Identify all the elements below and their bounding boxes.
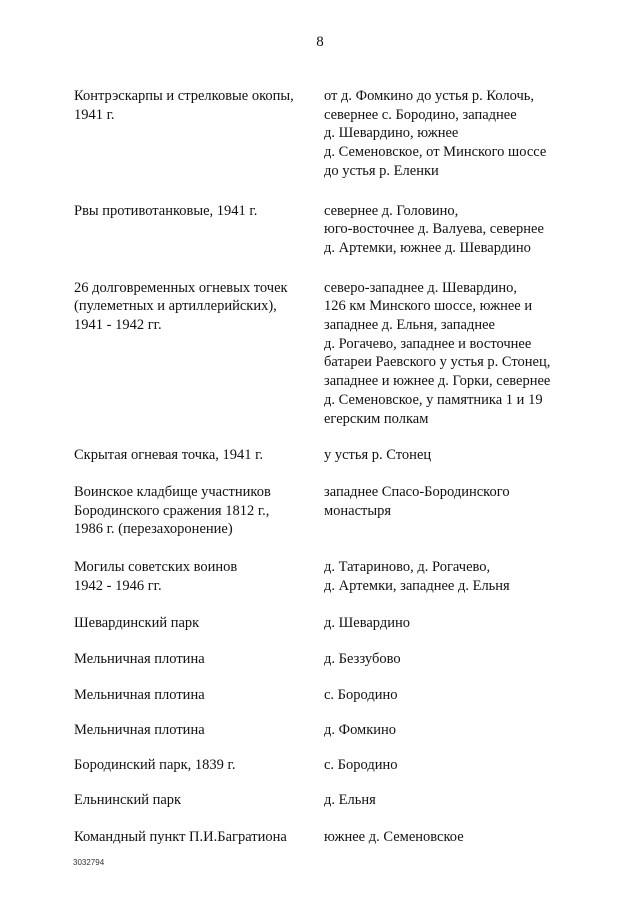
object-name-line: Мельничная плотина xyxy=(74,721,205,738)
object-name-line: Рвы противотанковые, 1941 г. xyxy=(74,202,258,219)
object-name-line: Воинское кладбище участников xyxy=(74,483,271,500)
table-row xyxy=(74,87,594,181)
table-row xyxy=(74,614,594,633)
object-name-line: 1986 г. (перезахоронение) xyxy=(74,521,233,538)
object-location-line: западнее Спасо-Бородинского xyxy=(324,483,510,500)
object-location xyxy=(324,650,594,669)
object-name-line: Контрэскарпы и стрелковые окопы, xyxy=(74,88,294,104)
object-location xyxy=(324,686,594,705)
object-name-line: Ельнинский парк xyxy=(74,791,182,808)
object-location-line: у устья р. Стонец xyxy=(324,447,432,464)
object-name-line: Скрытая огневая точка, 1941 г. xyxy=(74,447,264,464)
object-location-line: западнее и южнее д. Горки, севернее xyxy=(324,373,551,390)
object-name-line: Бородинский парк, 1839 г. xyxy=(74,757,236,774)
object-location-line: от д. Фомкино до устья р. Колочь, xyxy=(324,88,535,104)
table-row xyxy=(74,202,594,258)
object-name xyxy=(74,828,324,847)
object-location-line: д. Семеновское, у памятника 1 и 19 xyxy=(324,391,543,408)
object-location xyxy=(324,202,594,258)
object-name-line: (пулеметных и артиллерийских), xyxy=(74,298,277,315)
object-location-line: с. Бородино xyxy=(324,686,398,703)
object-name-line: Могилы советских воинов xyxy=(74,559,238,576)
object-name-line: 1941 г. xyxy=(74,106,115,123)
table-row xyxy=(74,756,594,775)
object-location-line: монастыря xyxy=(324,502,392,519)
object-name xyxy=(74,721,324,740)
document-code: 3032794 xyxy=(73,858,105,867)
page-number: 8 xyxy=(316,34,324,50)
object-location-line: батареи Раевского у устья р. Стонец, xyxy=(324,354,551,371)
object-name-line: 1942 - 1946 гг. xyxy=(74,577,162,594)
table-row xyxy=(74,279,594,429)
object-name xyxy=(74,756,324,775)
object-location xyxy=(324,756,594,775)
object-location-line: д. Семеновское, от Минского шоссе xyxy=(324,144,547,161)
object-name-line: 1941 - 1942 гг. xyxy=(74,317,162,334)
object-location xyxy=(324,558,594,595)
table-row xyxy=(74,483,594,539)
object-location-line: юго-восточнее д. Валуева, севернее xyxy=(324,221,544,238)
object-name-line: Мельничная плотина xyxy=(74,686,205,703)
object-name xyxy=(74,483,324,539)
object-location-line: д. Татариново, д. Рогачево, xyxy=(324,559,491,576)
object-location-line: д. Шевардино xyxy=(324,615,410,632)
object-location-line: северо-западнее д. Шевардино, xyxy=(324,279,517,296)
object-list xyxy=(74,70,594,846)
object-name-line: 26 долговременных огневых точек xyxy=(74,279,288,296)
object-name xyxy=(74,279,324,335)
object-location-line: д. Артемки, западнее д. Ельня xyxy=(324,577,510,594)
object-name xyxy=(74,87,324,124)
table-row xyxy=(74,828,594,847)
table-row xyxy=(74,558,594,595)
object-location xyxy=(324,614,594,633)
table-row xyxy=(74,721,594,740)
object-name xyxy=(74,791,324,810)
object-name xyxy=(74,686,324,705)
object-location-line: егерским полкам xyxy=(324,410,429,427)
table-row xyxy=(74,446,594,465)
object-name xyxy=(74,446,324,465)
object-location-line: южнее д. Семеновское xyxy=(324,828,464,845)
object-location xyxy=(324,791,594,810)
object-name-line: Мельничная плотина xyxy=(74,651,205,668)
object-location-line: севернее с. Бородино, западнее xyxy=(324,106,517,123)
object-location-line: д. Фомкино xyxy=(324,721,397,738)
object-name xyxy=(74,202,324,221)
object-name xyxy=(74,558,324,595)
object-location-line: д. Рогачево, западнее и восточнее xyxy=(324,335,532,352)
object-location-line: западнее д. Ельня, западнее xyxy=(324,317,495,334)
object-location xyxy=(324,446,594,465)
object-location-line: до устья р. Еленки xyxy=(324,162,439,179)
object-location-line: севернее д. Головино, xyxy=(324,202,459,219)
table-row xyxy=(74,686,594,705)
object-location xyxy=(324,483,594,520)
object-location xyxy=(324,721,594,740)
object-location-line: д. Артемки, южнее д. Шевардино xyxy=(324,239,531,256)
object-name-line: Командный пункт П.И.Багратиона xyxy=(74,828,287,845)
object-name xyxy=(74,614,324,633)
object-location-line: д. Ельня xyxy=(324,791,376,808)
object-name-line: Бородинского сражения 1812 г., xyxy=(74,502,270,519)
object-location-line: д. Шевардино, южнее xyxy=(324,125,459,142)
object-location xyxy=(324,279,594,429)
object-location-line: 126 км Минского шоссе, южнее и xyxy=(324,298,533,315)
table-row xyxy=(74,650,594,669)
table-row xyxy=(74,791,594,810)
object-location xyxy=(324,87,594,181)
object-location-line: с. Бородино xyxy=(324,757,398,774)
object-location xyxy=(324,828,594,847)
object-name xyxy=(74,650,324,669)
object-location-line: д. Беззубово xyxy=(324,651,401,668)
object-name-line: Шевардинский парк xyxy=(74,615,200,632)
